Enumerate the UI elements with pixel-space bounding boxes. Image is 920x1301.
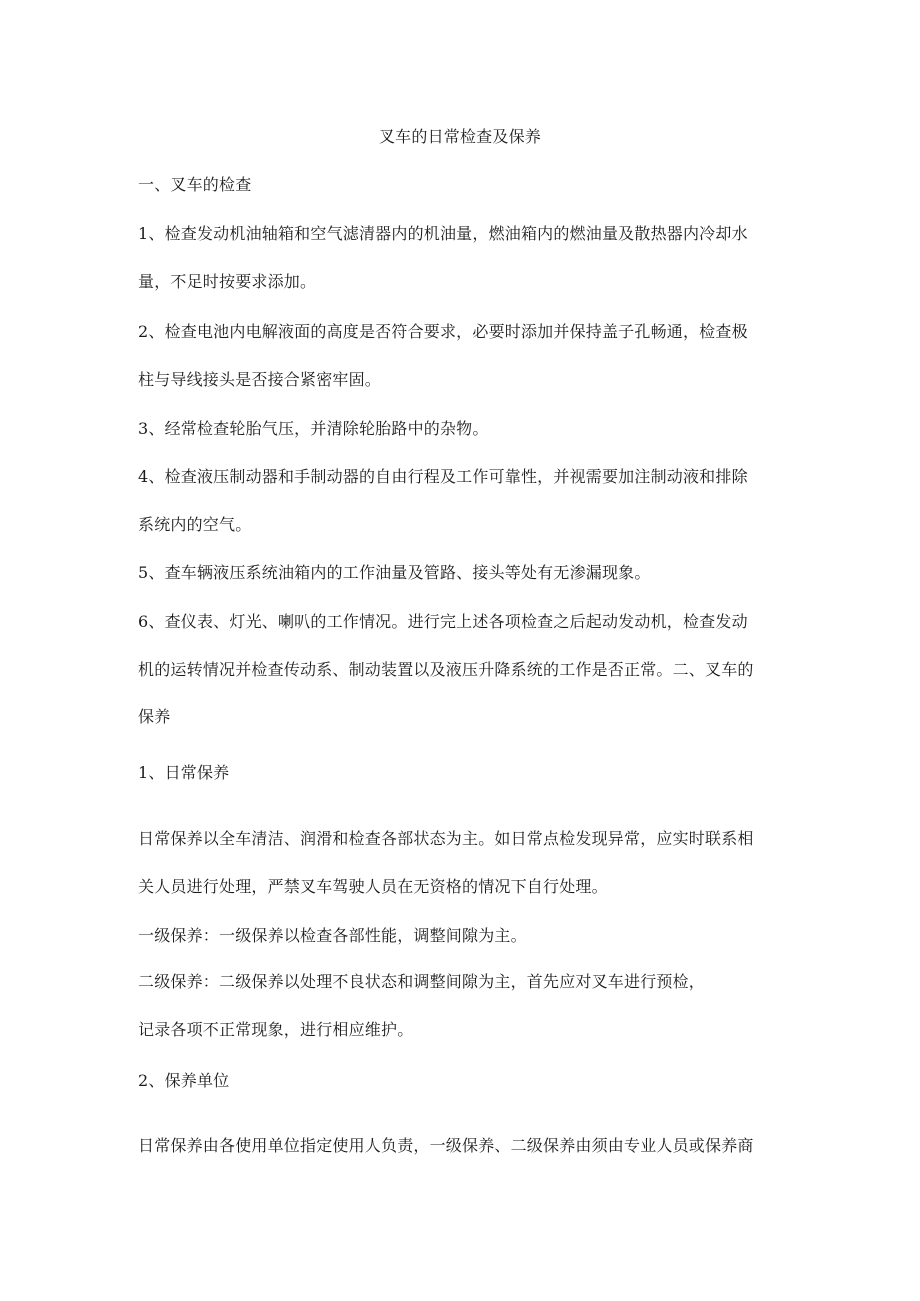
paragraph-line: 日常保养由各使用单位指定使用人负责，一级保养、二级保养由须由专业人员或保养商 (138, 1136, 754, 1155)
paragraph-line: 2、检查电池内电解液面的高度是否符合要求，必要时添加并保持盖子孔畅通，检查极 (138, 322, 748, 341)
paragraph-line: 系统内的空气。 (138, 515, 252, 534)
document-title: 叉车的日常检查及保养 (378, 127, 541, 146)
subsection-heading-daily-maintenance: 1、日常保养 (138, 763, 230, 782)
paragraph-line: 3、经常检查轮胎气压，并清除轮胎路中的杂物。 (138, 419, 489, 438)
paragraph-line: 日常保养以全车清洁、润滑和检查各部状态为主。如日常点检发现异常，应实时联系相 (138, 829, 754, 848)
paragraph-line: 二级保养：二级保养以处理不良状态和调整间隙为主，首先应对叉车进行预检， (138, 972, 706, 991)
paragraph-line: 保养 (138, 707, 171, 726)
subsection-heading-maintenance-unit: 2、保养单位 (138, 1071, 230, 1090)
paragraph-line: 1、检查发动机油轴箱和空气滤清器内的机油量，燃油箱内的燃油量及散热器内冷却水 (138, 224, 748, 243)
section-heading-inspection: 一、叉车的检查 (138, 175, 252, 194)
paragraph-line: 4、检查液压制动器和手制动器的自由行程及工作可靠性，并视需要加注制动液和排除 (138, 467, 748, 486)
paragraph-line: 6、查仪表、灯光、喇叭的工作情况。进行完上述各项检查之后起动发动机，检查发动 (138, 612, 748, 631)
paragraph-line: 量，不足时按要求添加。 (138, 272, 317, 291)
paragraph-line: 5、查车辆液压系统油箱内的工作油量及管路、接头等处有无渗漏现象。 (138, 563, 651, 582)
paragraph-line: 柱与导线接头是否接合紧密牢固。 (138, 370, 382, 389)
paragraph-line: 关人员进行处理，严禁叉车驾驶人员在无资格的情况下自行处理。 (138, 877, 608, 896)
paragraph-line: 一级保养：一级保养以检查各部性能，调整间隙为主。 (138, 926, 527, 945)
paragraph-line: 机的运转情况并检查传动系、制动装置以及液压升降系统的工作是否正常。二、叉车的 (138, 660, 754, 679)
paragraph-line: 记录各项不正常现象，进行相应维护。 (138, 1020, 414, 1039)
